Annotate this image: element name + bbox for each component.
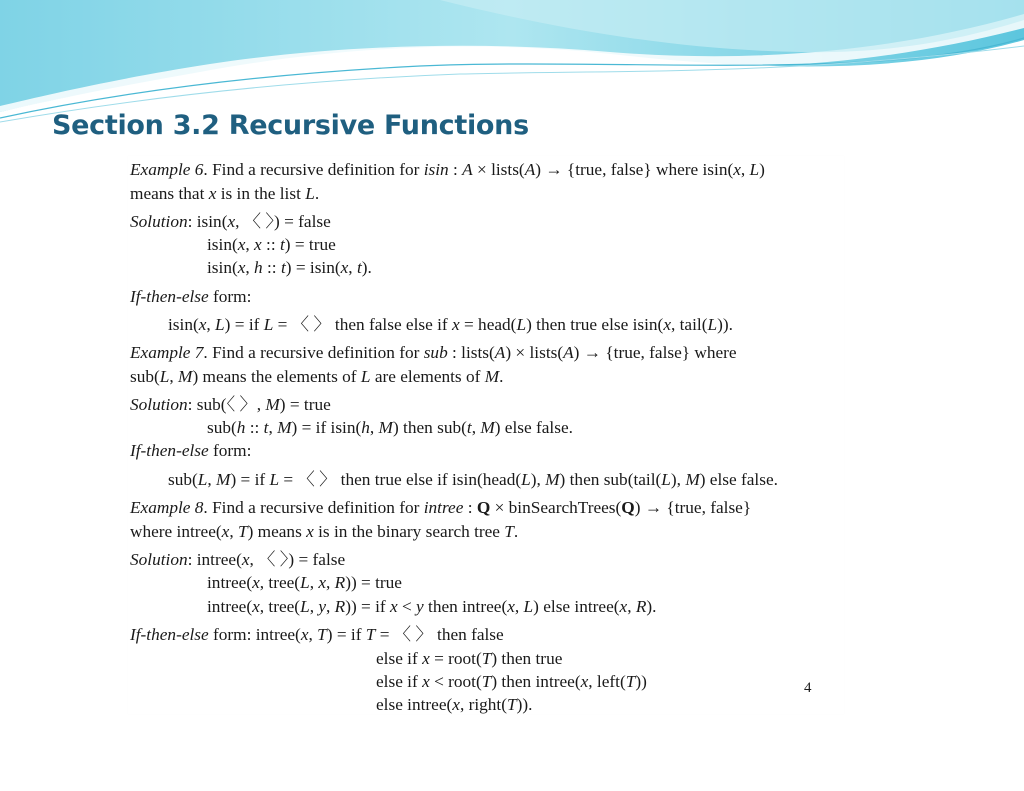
page-number: 4 bbox=[804, 680, 812, 696]
text-line: means that x is in the list L. bbox=[130, 184, 320, 203]
text-line: else if x < root(T) then intree(x, left(T)) bbox=[376, 672, 647, 691]
text-line: Solution: isin(x, 〈 〉) = false bbox=[130, 212, 331, 231]
text-line: Solution: intree(x, 〈 〉) = false bbox=[130, 550, 346, 569]
text-line: Solution: sub(〈 〉, M) = true bbox=[130, 395, 331, 414]
page-title: Section 3.2 Recursive Functions bbox=[52, 110, 529, 141]
text-line: else if x = root(T) then true bbox=[376, 649, 563, 668]
text-line: sub(h :: t, M) = if isin(h, M) then sub(t, M) else false. bbox=[207, 418, 573, 437]
content-figure bbox=[128, 156, 844, 714]
text-line: isin(x, h :: t) = isin(x, t). bbox=[207, 258, 372, 277]
text-line: isin(x, L) = if L = 〈 〉 then false else if x = head(L) then true else isin(x, tail(L)). bbox=[168, 315, 733, 334]
text-line: intree(x, tree(L, y, R)) = if x < y then intree(x, L) else intree(x, R). bbox=[207, 597, 657, 616]
text-line: If-then-else form: bbox=[130, 441, 252, 460]
text-line: sub(L, M) means the elements of L are elements of M. bbox=[130, 367, 504, 386]
text-line: Example 8. Find a recursive definition for intree : Q × binSearchTrees(Q) → {true, false} bbox=[130, 498, 752, 517]
text-line: else intree(x, right(T)). bbox=[376, 695, 533, 714]
text-line: Example 7. Find a recursive definition for sub : lists(A) × lists(A) → {true, false} where bbox=[130, 343, 737, 362]
text-line: sub(L, M) = if L = 〈 〉 then true else if isin(head(L), M) then sub(tail(L), M) else false. bbox=[168, 470, 778, 489]
text-line: isin(x, x :: t) = true bbox=[207, 235, 336, 254]
text-line: where intree(x, T) means x is in the binary search tree T. bbox=[130, 522, 519, 541]
text-line: intree(x, tree(L, x, R)) = true bbox=[207, 573, 402, 592]
text-line: If-then-else form: bbox=[130, 287, 252, 306]
text-line: Example 6. Find a recursive definition for isin : A × lists(A) → {true, false} where isin(x, L) bbox=[130, 160, 765, 179]
text-line: If-then-else form: intree(x, T) = if T = 〈 〉 then false bbox=[130, 625, 504, 644]
